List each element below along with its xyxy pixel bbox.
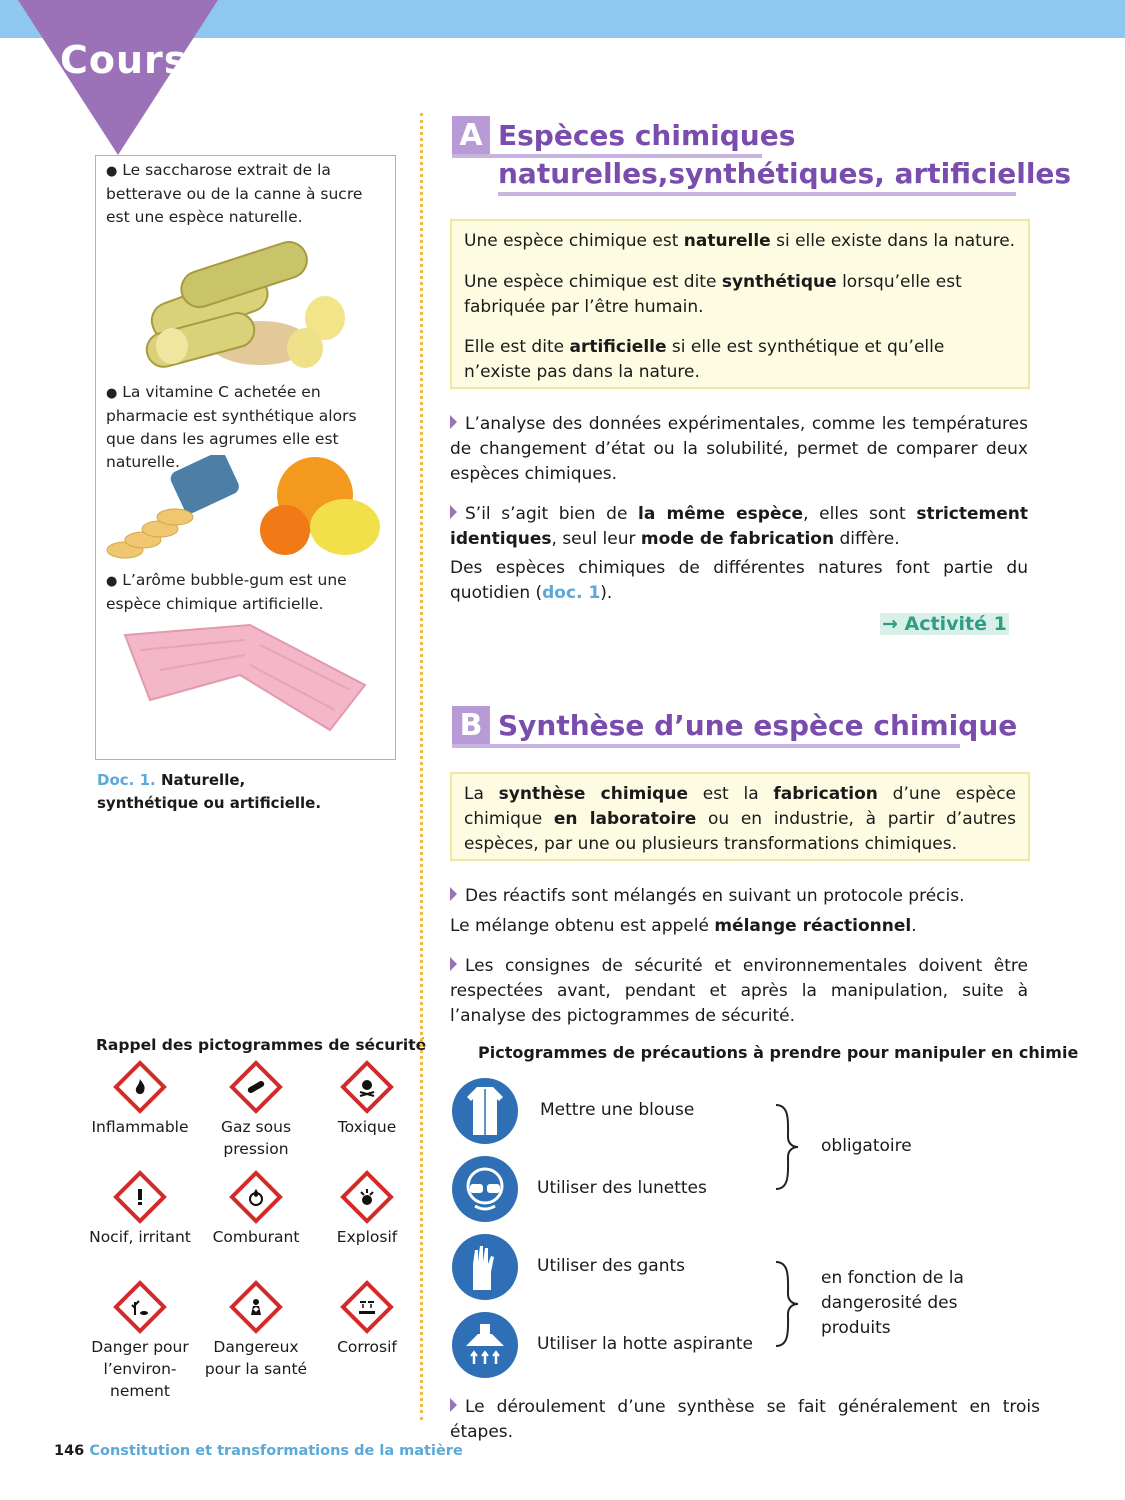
lab-coat-icon xyxy=(452,1078,518,1144)
dead-tree-fish-icon xyxy=(113,1280,167,1334)
brace-obligatoire xyxy=(772,1103,802,1191)
corrosion-icon xyxy=(340,1280,394,1334)
doc1-caption: Doc. 1. Naturelle, synthétique ou artificielle. xyxy=(97,771,322,812)
gas-cylinder-icon xyxy=(229,1060,283,1114)
precaution-label-hotte: Utiliser la hotte aspirante xyxy=(537,1334,753,1354)
brace-dangerosite xyxy=(772,1260,802,1348)
flame-over-circle-icon xyxy=(229,1170,283,1224)
picto-toxic: Toxique xyxy=(308,1068,426,1138)
safety-glasses-icon xyxy=(452,1156,518,1222)
definition-box-b xyxy=(450,772,1030,861)
section-a-para2: S’il s’agit bien de la même espèce, elles sont strictement identiques, seul leur mode de fabrication diffère. xyxy=(450,504,1028,549)
definition-box-a xyxy=(450,219,1030,389)
gloves-icon xyxy=(452,1234,518,1300)
precaution-label-lunettes: Utiliser des lunettes xyxy=(537,1178,707,1198)
sugarcane-image xyxy=(140,228,350,378)
cours-label: Cours xyxy=(60,38,188,82)
doc1-item-1: ● Le saccharose extrait de la betterave ou de la canne à sucre est une espèce naturelle. xyxy=(106,161,363,226)
section-a-title-line2: naturelles,synthétiques, artificielles xyxy=(498,157,1072,190)
section-a-letter: A xyxy=(452,116,490,156)
citrus-fruits-image xyxy=(250,455,390,560)
def-synthese: La synthèse chimique est la fabrication d’une espèce chimique en laboratoire ou en industrie, à partir d’autres espèces, par une ou plusieurs transformations chimiques. xyxy=(464,784,1017,854)
precaution-label-gants: Utiliser des gants xyxy=(537,1256,686,1276)
flame-icon xyxy=(113,1060,167,1114)
picto-inflammable: Inflammable xyxy=(81,1068,199,1138)
section-a-para1: L’analyse des données expérimentales, comme les températures de changement d’état ou la solubilité, permet de comparer deux espèces chimiques. xyxy=(450,414,1028,484)
def-artificielle: Elle est dite artificielle si elle est synthétique et qu’elle n’existe pas dans la nature. xyxy=(464,337,945,382)
group-dangerosite: en fonction de la dangerosité des produits xyxy=(821,1268,964,1338)
def-naturelle: Une espèce chimique est naturelle si elle existe dans la nature. xyxy=(464,231,1016,251)
section-a-para3: Des espèces chimiques de différentes natures font partie du quotidien (doc. 1). xyxy=(450,558,1028,603)
doc1-item-3: ● L’arôme bubble-gum est une espèce chimique artificielle. xyxy=(106,571,347,613)
section-b-para1: Des réactifs sont mélangés en suivant un protocole précis. xyxy=(450,884,1028,909)
section-a-underline2 xyxy=(498,192,1016,196)
section-b-para3: Les consignes de sécurité et environnementales doivent être respectées avant, pendant et après la manipulation, suite à l’analyse des pictogrammes de sécurité. xyxy=(450,956,1028,1026)
health-hazard-icon xyxy=(229,1280,283,1334)
section-b-last: Le déroulement d’une synthèse se fait généralement en trois étapes. xyxy=(450,1397,1040,1442)
section-a-title-line1: Espèces chimiques xyxy=(498,119,796,152)
page-number: 146 xyxy=(54,1443,85,1459)
section-b-para2: Le mélange obtenu est appelé mélange réactionnel. xyxy=(450,916,917,936)
vitamin-c-tablets-image xyxy=(105,455,240,565)
section-b-underline xyxy=(452,744,960,748)
picto-explosive: Explosif xyxy=(308,1178,426,1248)
skull-icon xyxy=(340,1060,394,1114)
precaution-label-blouse: Mettre une blouse xyxy=(540,1100,695,1120)
picto-oxidizer: Comburant xyxy=(197,1178,315,1248)
section-b-letter: B xyxy=(452,706,490,746)
picto-health: Dangereux pour la santé xyxy=(197,1288,315,1380)
precautions-title: Pictogrammes de précautions à prendre pour manipuler en chimie xyxy=(478,1043,1079,1062)
def-synthetique: Une espèce chimique est dite synthétique lorsqu’elle est fabriquée par l’être humain. xyxy=(464,272,962,317)
picto-harmful: Nocif, irritant xyxy=(81,1178,199,1248)
group-obligatoire: obligatoire xyxy=(821,1136,912,1156)
picto-gas: Gaz sous pression xyxy=(197,1068,315,1160)
chapter-title: Constitution et transformations de la matière xyxy=(89,1443,463,1459)
doc1-link[interactable]: doc. 1 xyxy=(542,583,601,603)
exclamation-icon xyxy=(113,1170,167,1224)
picto-environment: Danger pour l’environnement xyxy=(81,1288,199,1402)
pictograms-title: Rappel des pictogrammes de sécurité xyxy=(96,1036,427,1054)
column-divider xyxy=(420,113,423,1420)
page-footer xyxy=(54,1443,463,1459)
picto-corrosive: Corrosif xyxy=(308,1288,426,1358)
fume-hood-icon xyxy=(452,1312,518,1378)
activity-link[interactable]: → Activité 1 xyxy=(882,613,1007,635)
explosion-icon xyxy=(340,1170,394,1224)
section-b-title: Synthèse d’une espèce chimique xyxy=(498,709,1018,742)
doc1-item-2: ● La vitamine C achetée en pharmacie est synthétique alors que dans les agrumes elle est naturelle. xyxy=(106,383,357,471)
bubblegum-image xyxy=(120,615,370,740)
